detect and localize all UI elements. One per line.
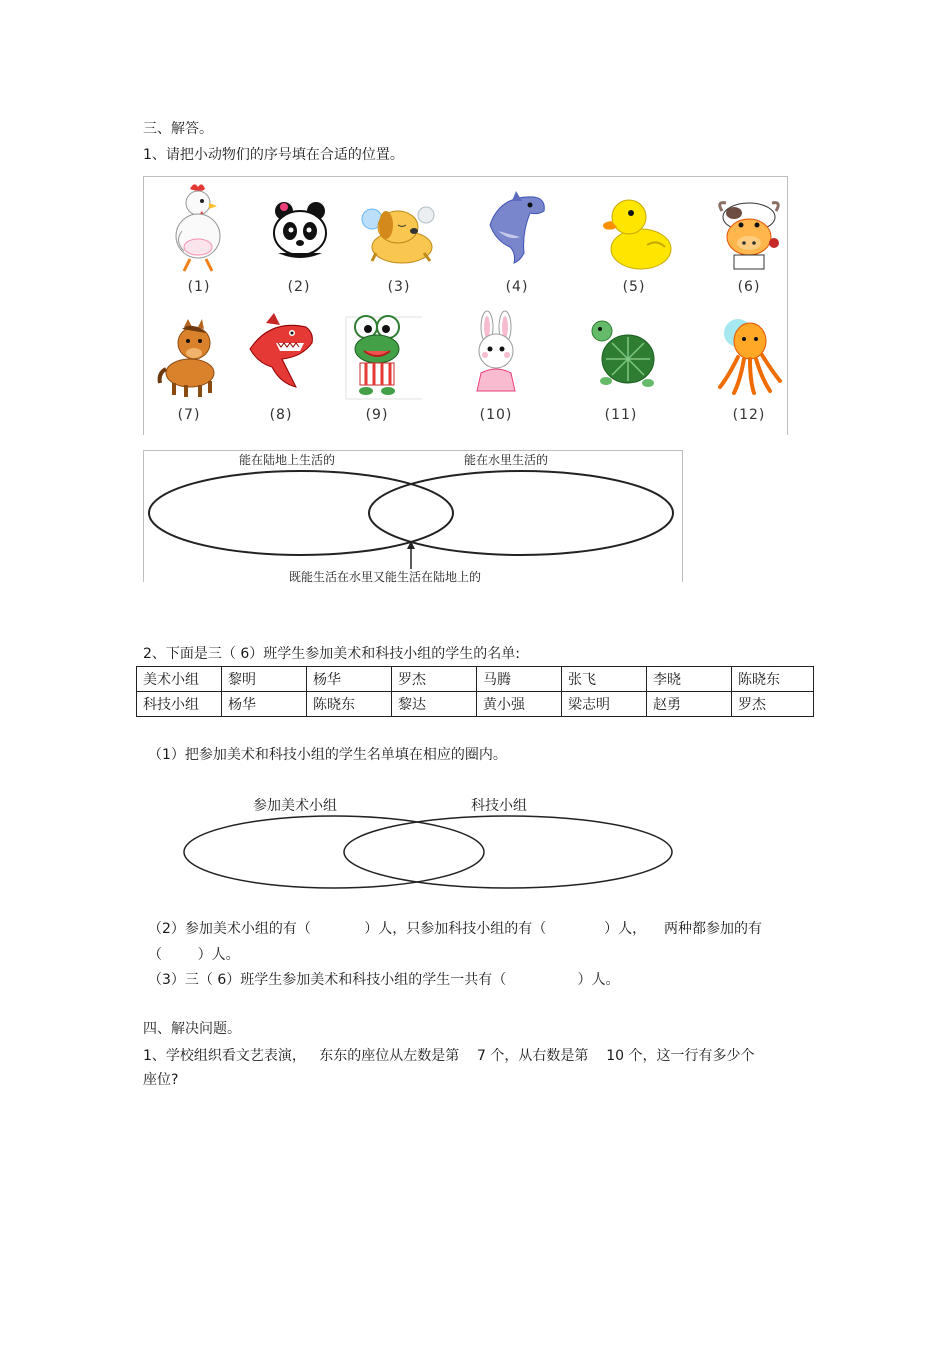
- animal-6: [704, 181, 794, 295]
- cow-icon: [704, 181, 794, 276]
- section-4-question-1-line-1: 1、学校组织看文艺表演， 东东的座位从左数是第 7 个，从右数是第 10 个，这一行有多少个: [143, 1048, 755, 1064]
- animal-number: (8): [269, 407, 293, 423]
- animal-4: [472, 181, 562, 295]
- group-members-table: [136, 666, 814, 717]
- animal-number: (4): [505, 279, 529, 295]
- animal-number: (11): [604, 407, 638, 423]
- horse-icon: [144, 309, 234, 404]
- table-row: [137, 692, 814, 717]
- section-3-heading: 三、解答。: [143, 121, 213, 137]
- octopus-icon: [704, 309, 794, 404]
- section-4-heading: 四、解决问题。: [143, 1021, 241, 1037]
- overlap-label: 既能生活在水里又能生活在陆地上的: [289, 570, 482, 584]
- frog-icon: [332, 309, 422, 404]
- tech-group-label: 科技小组: [471, 798, 527, 814]
- shark-icon: [236, 309, 326, 404]
- dog-icon: [354, 181, 444, 276]
- table-cell: 黄小强: [477, 692, 562, 717]
- panda-icon: [254, 181, 344, 276]
- question-2-prompt: 2、下面是三（ 6）班学生参加美术和科技小组的学生的名单:: [143, 646, 520, 662]
- animal-number: (5): [622, 279, 646, 295]
- table-cell: 美术小组: [137, 667, 222, 692]
- animal-2: [254, 181, 344, 295]
- table-cell: 黎达: [392, 692, 477, 717]
- question-1-prompt: 1、请把小动物们的序号填在合适的位置。: [143, 147, 404, 163]
- table-cell: 赵勇: [647, 692, 732, 717]
- animal-5: [589, 181, 679, 295]
- water-circle-label: 能在水里生活的: [464, 453, 549, 467]
- animals-picture-box: [143, 176, 788, 435]
- turtle-icon: [576, 309, 666, 404]
- table-cell: 陈晓东: [307, 692, 392, 717]
- section-4-question-1-line-2: 座位?: [143, 1072, 179, 1088]
- question-2-sub-1: （1）把参加美术和科技小组的学生名单填在相应的圈内。: [148, 747, 507, 763]
- animal-7: [144, 309, 234, 423]
- animal-number: (10): [479, 407, 513, 423]
- land-circle-label: 能在陆地上生活的: [239, 453, 336, 467]
- table-cell: 张飞: [562, 667, 647, 692]
- animal-3: [354, 181, 444, 295]
- table-cell: 杨华: [222, 692, 307, 717]
- table-cell: 杨华: [307, 667, 392, 692]
- animal-number: (1): [187, 279, 211, 295]
- tech-group-circle: [344, 816, 672, 888]
- art-group-label: 参加美术小组: [253, 798, 337, 814]
- animal-12: [704, 309, 794, 423]
- question-2-sub-3: （3）三（ 6）班学生参加美术和科技小组的学生一共有（ ）人。: [148, 972, 620, 988]
- rabbit-icon: [451, 309, 541, 404]
- land-circle: [149, 471, 453, 555]
- table-cell: 科技小组: [137, 692, 222, 717]
- animal-number: (7): [177, 407, 201, 423]
- table-row: [137, 667, 814, 692]
- animal-11: [576, 309, 666, 423]
- table-cell: 李晓: [647, 667, 732, 692]
- habitat-venn-box: [143, 450, 683, 582]
- table-cell: 黎明: [222, 667, 307, 692]
- groups-venn-diagram: [180, 812, 680, 892]
- dolphin-icon: [472, 181, 562, 276]
- habitat-venn-diagram: [144, 451, 682, 582]
- table-cell: 陈晓东: [732, 667, 814, 692]
- rooster-icon: [154, 181, 244, 276]
- art-group-circle: [184, 816, 484, 888]
- table-cell: 梁志明: [562, 692, 647, 717]
- animal-9: [332, 309, 422, 423]
- question-2-sub-2-line-2: （ ）人。: [148, 947, 240, 963]
- table-cell: 罗杰: [732, 692, 814, 717]
- duck-icon: [589, 181, 679, 276]
- animal-number: (9): [365, 407, 389, 423]
- table-cell: 罗杰: [392, 667, 477, 692]
- table-cell: 马腾: [477, 667, 562, 692]
- question-2-sub-2-line-1: （2）参加美术小组的有（ ）人，只参加科技小组的有（ ）人， 两种都参加的有: [148, 921, 762, 937]
- animal-1: [154, 181, 244, 295]
- water-circle: [369, 471, 673, 555]
- animal-number: (2): [287, 279, 311, 295]
- animal-number: (3): [387, 279, 411, 295]
- animal-number: (12): [732, 407, 766, 423]
- animal-10: [451, 309, 541, 423]
- animal-8: [236, 309, 326, 423]
- animal-number: (6): [737, 279, 761, 295]
